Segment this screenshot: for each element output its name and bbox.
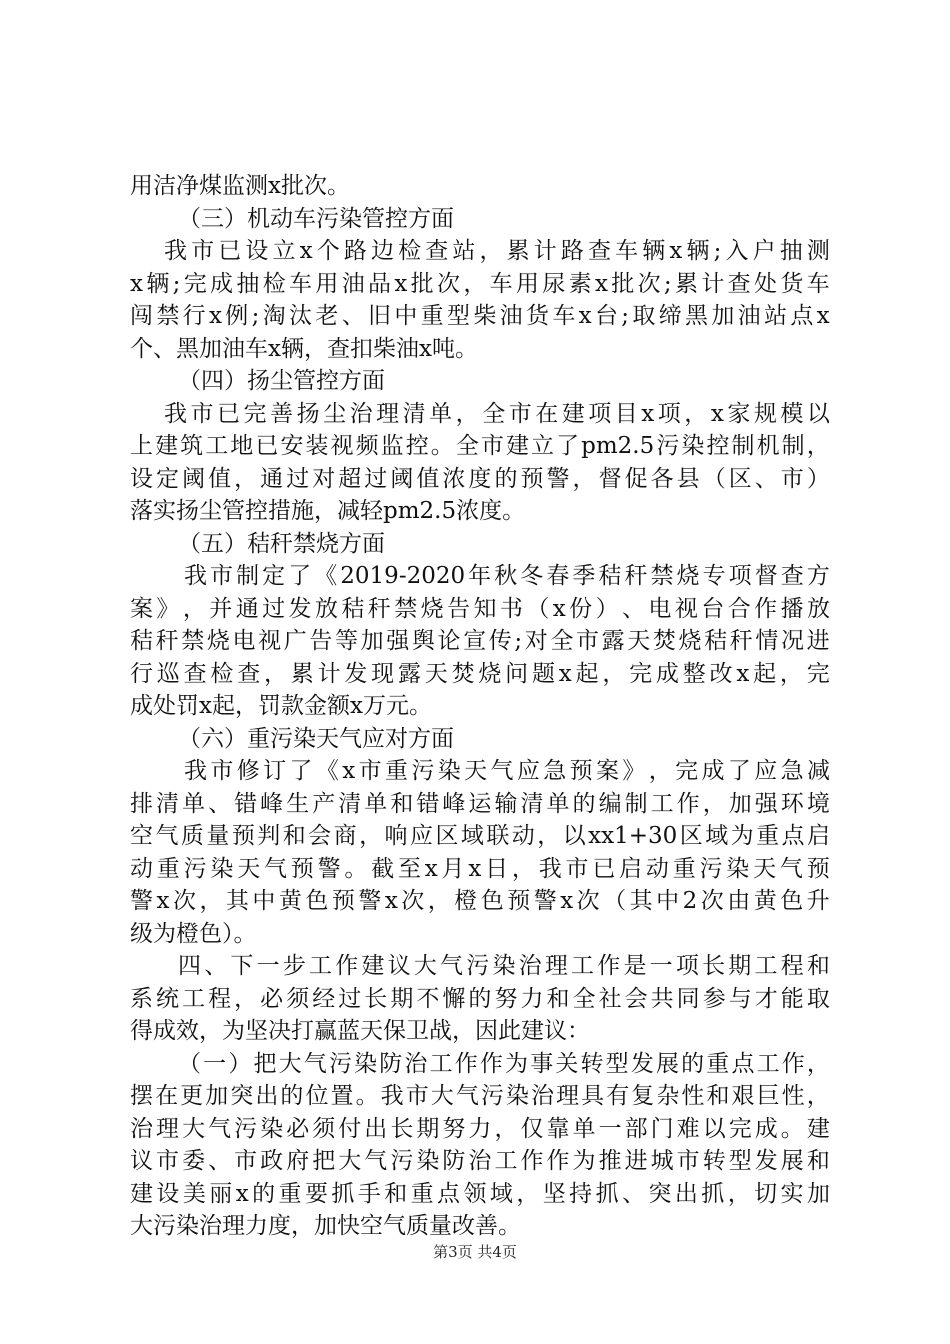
paragraph-line: 我 市 已 完 善 扬 尘 治 理 清 单 ， 全 市 在 建 项 目 x 项 ， x 家 规 模 以 <box>164 400 830 427</box>
section-heading-straw: （五）秸秆禁烧方面 <box>178 530 385 557</box>
paragraph-line: 大污染治理力度，加快空气质量改善。 <box>130 1213 521 1239</box>
paragraph-line: 排 清 单 、 错 峰 生 产 清 单 和 错 峰 运 输 清 单 的 编 制 工 作 ， 加 强 环 境 <box>130 790 830 817</box>
section-heading-dust: （四）扬尘管控方面 <box>178 368 385 394</box>
paragraph-line: 设 定 阈 值 ， 通 过 对 超 过 阈 值 浓 度 的 预 警 ， 督 促 各 县 （ 区 、 市 ） <box>130 465 830 492</box>
document-body <box>130 170 830 1243</box>
paragraph-line: 上 建 筑 工 地 已 安 装 视 频 监 控 。 全 市 建 立 了 pm2.5 污 染 控 制 机 制 ， <box>130 433 830 459</box>
paragraph-line: 我 市 制 定 了 《 2019-2020 年 秋 冬 春 季 秸 秆 禁 烧 专 项 督 查 方 <box>184 563 830 589</box>
paragraph-line: 成处罚x起，罚款金额x万元。 <box>130 693 432 719</box>
paragraph-line: 个、黑加油车x辆，查扣柴油x吨。 <box>130 335 478 362</box>
paragraph-line: 我 市 已 设 立 x 个 路 边 检 查 站 ， 累 计 路 查 车 辆 x 辆 ; 入 户 抽 测 <box>164 238 830 264</box>
paragraph-line: 我 市 修 订 了 《 x 市 重 污 染 天 气 应 急 预 案 》 ， 完 成 了 应 急 减 <box>184 758 830 784</box>
paragraph-line: 级为橙色）。 <box>130 920 257 947</box>
paragraph-line: x 辆 ; 完 成 抽 检 车 用 油 品 x 批 次 ， 车 用 尿 素 x 批 次 ; 累 计 查 处 货 车 <box>130 270 830 297</box>
paragraph-line: 用洁净煤监测x批次。 <box>130 173 350 199</box>
paragraph-line: 动 重 污 染 天 气 预 警 。 截 至 x 月 x 日 ， 我 市 已 启 动 重 污 染 天 气 预 <box>130 855 830 882</box>
paragraph-line: 警 x 次 ， 其 中 黄 色 预 警 x 次 ， 橙 色 预 警 x 次 （ 其 中 2 次 由 黄 色 升 <box>130 888 830 914</box>
section-heading-motor-vehicle: （三）机动车污染管控方面 <box>178 205 454 232</box>
page-number-footer: 第3页 共4页 <box>433 1243 517 1261</box>
paragraph-line: 空 气 质 量 预 判 和 会 商 ， 响 应 区 域 联 动 ， 以 xx1+30 区 域 为 重 点 启 <box>130 823 830 849</box>
paragraph-line: 治 理 大 气 污 染 必 须 付 出 长 期 努 力 ， 仅 靠 单 一 部 门 难 以 完 成 。 建 <box>130 1115 830 1142</box>
section-heading-heavy-pollution: （六）重污染天气应对方面 <box>178 725 454 752</box>
paragraph-line: 秸 秆 禁 烧 电 视 广 告 等 加 强 舆 论 宣 传 ; 对 全 市 露 天 焚 烧 秸 秆 情 况 进 <box>130 628 830 654</box>
paragraph-line: 行 巡 查 检 查 ， 累 计 发 现 露 天 焚 烧 问 题 x 起 ， 完 成 整 改 x 起 ， 完 <box>130 660 830 687</box>
paragraph-line: 议 市 委 、 市 政 府 把 大 气 污 染 防 治 工 作 作 为 推 进 城 市 转 型 发 展 和 <box>130 1148 830 1174</box>
paragraph-line: 建 设 美 丽 x 的 重 要 抓 手 和 重 点 领 域 ， 坚 持 抓 、 突 出 抓 ， 切 实 加 <box>130 1180 830 1207</box>
paragraph-line: 案 》 ， 并 通 过 发 放 秸 秆 禁 烧 告 知 书 （ x 份 ） 、 电 视 台 合 作 播 放 <box>130 595 830 622</box>
paragraph-line: （ 一 ） 把 大 气 污 染 防 治 工 作 作 为 事 关 转 型 发 展 的 重 点 工 作 ， <box>178 1050 830 1077</box>
paragraph-line: 四 、 下 一 步 工 作 建 议 大 气 污 染 治 理 工 作 是 一 项 长 期 工 程 和 <box>178 953 830 979</box>
paragraph-line: 系 统 工 程 ， 必 须 经 过 长 期 不 懈 的 努 力 和 全 社 会 共 同 参 与 才 能 取 <box>130 985 830 1012</box>
paragraph-line: 得成效，为坚决打赢蓝天保卫战，因此建议： <box>130 1018 590 1044</box>
paragraph-line: 闯 禁 行 x 例 ; 淘 汰 老 、 旧 中 重 型 柴 油 货 车 x 台 ; 取 缔 黑 加 油 站 点 x <box>130 303 830 329</box>
paragraph-line: 落实扬尘管控措施，减轻pm2.5浓度。 <box>130 498 526 524</box>
paragraph-line: 摆 在 更 加 突 出 的 位 置 。 我 市 大 气 污 染 治 理 具 有 复 杂 性 和 艰 巨 性 ， <box>130 1083 830 1109</box>
